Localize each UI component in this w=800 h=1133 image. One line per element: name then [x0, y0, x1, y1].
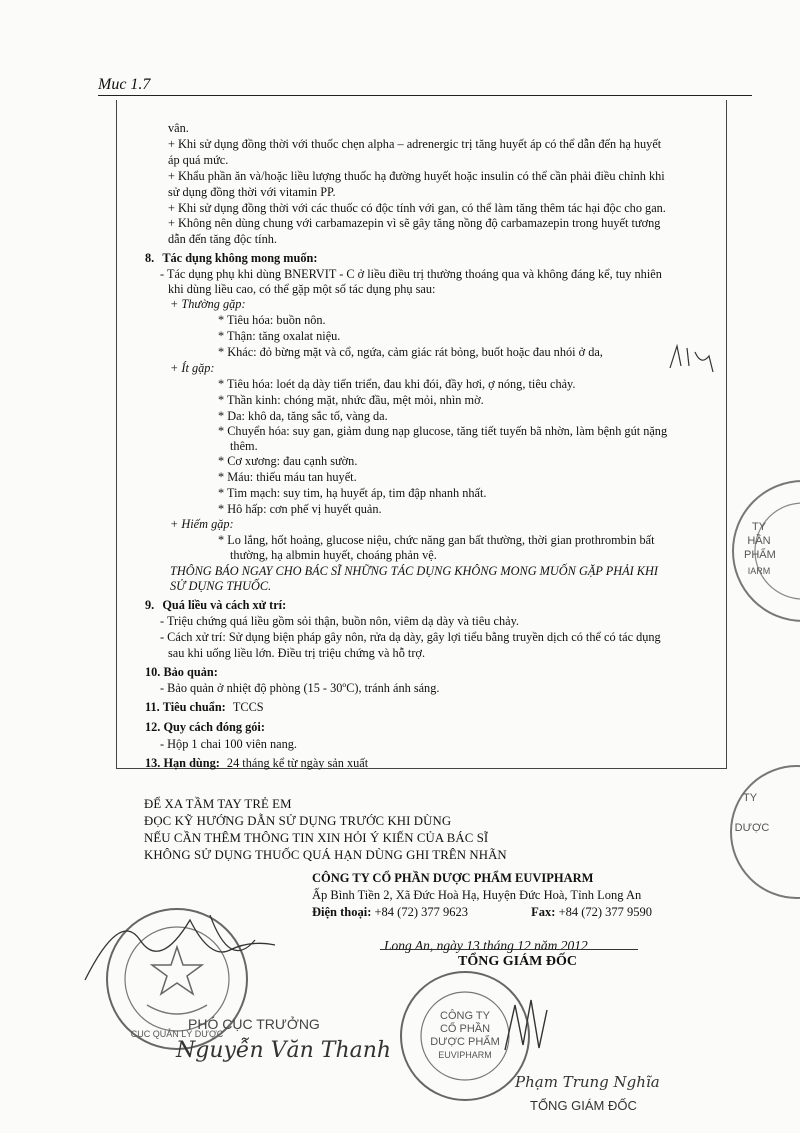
uncommon-item: * Thần kinh: chóng mặt, nhức đầu, mệt mỏi, nhìn mờ.	[218, 393, 484, 407]
stamp-line: CÔNG TY	[440, 1010, 490, 1022]
warning-line: ĐỌC KỸ HƯỚNG DẪN SỬ DỤNG TRƯỚC KHI DÙNG	[144, 814, 452, 828]
uncommon-item: * Cơ xương: đau cạnh sườn.	[218, 454, 358, 468]
warning-line: KHÔNG SỬ DỤNG THUỐC QUÁ HẠN DÙNG GHI TRÊN NHÃN	[144, 848, 507, 862]
overdose-line: - Triệu chứng quá liều gồm sỏi thận, buồn nôn, viêm dạ dày và tiêu chảy.	[160, 614, 519, 628]
section-8-heading	[145, 251, 317, 266]
phone-value: +84 (72) 377 9623	[374, 905, 468, 919]
common-item: * Tiêu hóa: buồn nôn.	[218, 313, 326, 327]
deputy-title: PHÓ CỤC TRƯỞNG	[188, 1016, 320, 1032]
section-10-heading	[145, 665, 218, 680]
section-title: Tác dụng không mong muốn:	[162, 251, 318, 265]
stamp-line: TY	[742, 792, 758, 804]
section-title: Quá liều và cách xử trí:	[162, 598, 287, 612]
date-underline	[380, 949, 638, 950]
section-title: Bảo quản:	[163, 665, 218, 679]
company-address: Ấp Bình Tiền 2, Xã Đức Hoà Hạ, Huyện Đức Hoà, Tỉnh Long An	[312, 888, 642, 902]
date-line: Long An, ngày 13 tháng 12 năm 2012	[384, 938, 588, 953]
section-12-heading	[145, 720, 265, 735]
common-label: + Thường gặp:	[170, 297, 246, 311]
stamp-ring-text: CỤC QUẢN LÝ DƯỢC	[130, 1029, 224, 1039]
header-rule	[98, 95, 752, 96]
company-contact	[312, 905, 652, 920]
rare-item: thường, hạ albmin huyết, choáng phản vệ.	[230, 548, 437, 562]
uncommon-item: thêm.	[230, 439, 258, 453]
initials-scribble	[665, 338, 725, 378]
stamp-line: PHẨM	[744, 549, 776, 561]
common-item: * Khác: đỏ bừng mặt và cổ, ngứa, cảm giác rát bỏng, buốt hoặc đau nhói ở da,	[218, 345, 603, 359]
interaction-line: + Khi sử dụng đồng thời với thuốc chẹn alpha – adrenergic trị tăng huyết áp có thể dẫn đến hạ huyết	[168, 137, 662, 151]
director-signature: Phạm Trung Nghĩa	[515, 1073, 660, 1091]
uncommon-item: * Tiêu hóa: loét dạ dày tiến triển, đau khi đói, đầy hơi, ợ nóng, tiêu chảy.	[218, 377, 576, 391]
side-effect-intro: - Tác dụng phụ khi dùng BNERVIT - C ở liều điều trị thường thoáng qua và không đáng kể, tuy nhiên	[160, 267, 662, 281]
warning-line: NẾU CẦN THÊM THÔNG TIN XIN HỎI Ý KIẾN CỦA BÁC SĨ	[144, 831, 489, 845]
common-item: * Thận: tăng oxalat niệu.	[218, 329, 341, 343]
right-stamp-partial	[712, 762, 800, 902]
interaction-line: + Khẩu phần ăn và/hoặc liều lượng thuốc hạ đường huyết hoặc insulin có thể cần phải điều chỉnh khi	[168, 169, 665, 183]
page-header: Muc 1.7	[98, 76, 151, 93]
stamp-line: EUVIPHARM	[438, 1050, 492, 1060]
signature-scribble	[80, 900, 280, 990]
deputy-signature: Nguyễn Văn Thanh	[176, 1038, 392, 1063]
stamp-line: CỔ PHẦN	[439, 1023, 491, 1035]
stamp-line: DƯỢC PHẨM	[430, 1036, 500, 1048]
director-title: TỔNG GIÁM ĐỐC	[458, 954, 577, 969]
section-13-heading	[145, 756, 368, 771]
interaction-line: dẫn đến tăng độc tính.	[168, 232, 277, 246]
section-9-heading	[145, 598, 286, 613]
section-number: 13.	[145, 756, 161, 770]
side-stamp-partial	[718, 476, 800, 626]
interaction-line: áp quá mức.	[168, 153, 229, 167]
section-number: 10.	[145, 665, 161, 679]
storage-line: - Bảo quản ở nhiệt độ phòng (15 - 30ºC), tránh ánh sáng.	[160, 681, 440, 695]
section-number: 8.	[145, 251, 155, 265]
rare-label: + Hiếm gặp:	[170, 517, 234, 531]
uncommon-item: * Hô hấp: cơn phế vị huyết quản.	[218, 502, 382, 516]
interaction-line: vân.	[168, 121, 189, 135]
fax-value: +84 (72) 377 9590	[558, 905, 653, 919]
warning-line: ĐỂ XA TẦM TAY TRẺ EM	[144, 797, 292, 811]
rare-item: * Lo lắng, hốt hoảng, glucose niệu, chức năng gan bất thường, thời gian prothrombin bất	[218, 533, 655, 547]
uncommon-item: * Máu: thiếu máu tan huyết.	[218, 470, 357, 484]
interaction-line: sử dụng đồng thời với vitamin PP.	[168, 185, 336, 199]
standard-value: TCCS	[232, 700, 264, 714]
packaging-line: - Hộp 1 chai 100 viên nang.	[160, 737, 297, 751]
stamp-line: TY	[751, 521, 767, 533]
stamp-line: IARM	[747, 566, 771, 576]
overdose-line: sau khi uống liều lớn. Điều trị triệu chứng và hỗ trợ.	[168, 646, 426, 660]
director-title-bottom: TỔNG GIÁM ĐỐC	[530, 1098, 637, 1113]
shelf-life-value: 24 tháng kể từ ngày sản xuất	[226, 756, 369, 770]
section-title: Hạn dùng:	[163, 756, 220, 770]
side-effect-intro: khi dùng liều cao, có thể gặp một số tác dụng phụ sau:	[168, 282, 436, 296]
uncommon-item: * Chuyển hóa: suy gan, giảm dung nạp glucose, tăng tiết tuyến bã nhờn, làm bệnh gút nặng	[218, 424, 668, 438]
notice-line: THÔNG BÁO NGAY CHO BÁC SĨ NHỮNG TÁC DỤNG KHÔNG MONG MUỐN GẶP PHẢI KHI	[170, 564, 658, 578]
stamp-line: HẦN	[747, 535, 771, 547]
fax-label: Fax:	[531, 905, 556, 919]
stamp-line: DƯỢC	[734, 822, 770, 834]
interaction-line: + Không nên dùng chung với carbamazepin vì sẽ gây tăng nồng độ carbamazepin trong huyết tương	[168, 216, 661, 230]
uncommon-item: * Da: khô da, tăng sắc tố, vàng da.	[218, 409, 388, 423]
section-title: Tiêu chuẩn:	[162, 700, 226, 714]
section-11-heading	[145, 700, 264, 715]
section-number: 9.	[145, 598, 155, 612]
notice-line: SỬ DỤNG THUỐC.	[170, 579, 272, 593]
uncommon-item: * Tim mạch: suy tim, hạ huyết áp, tim đập nhanh nhất.	[218, 486, 487, 500]
section-title: Quy cách đóng gói:	[163, 720, 265, 734]
uncommon-label: + Ít gặp:	[170, 361, 215, 375]
section-number: 12.	[145, 720, 161, 734]
company-name: CÔNG TY CỔ PHẦN DƯỢC PHẨM EUVIPHARM	[312, 871, 594, 885]
director-signature-scribble	[495, 990, 585, 1060]
phone-label: Điện thoại:	[312, 905, 372, 919]
section-number: 11.	[145, 700, 160, 714]
interaction-line: + Khi sử dụng đồng thời với các thuốc có độc tính với gan, có thể làm tăng thêm tác hại độc cho gan.	[168, 201, 666, 215]
overdose-line: - Cách xử trí: Sử dụng biện pháp gây nôn, rửa dạ dày, gây lợi tiểu bằng truyền dịch có thể có tác dụng	[160, 630, 661, 644]
